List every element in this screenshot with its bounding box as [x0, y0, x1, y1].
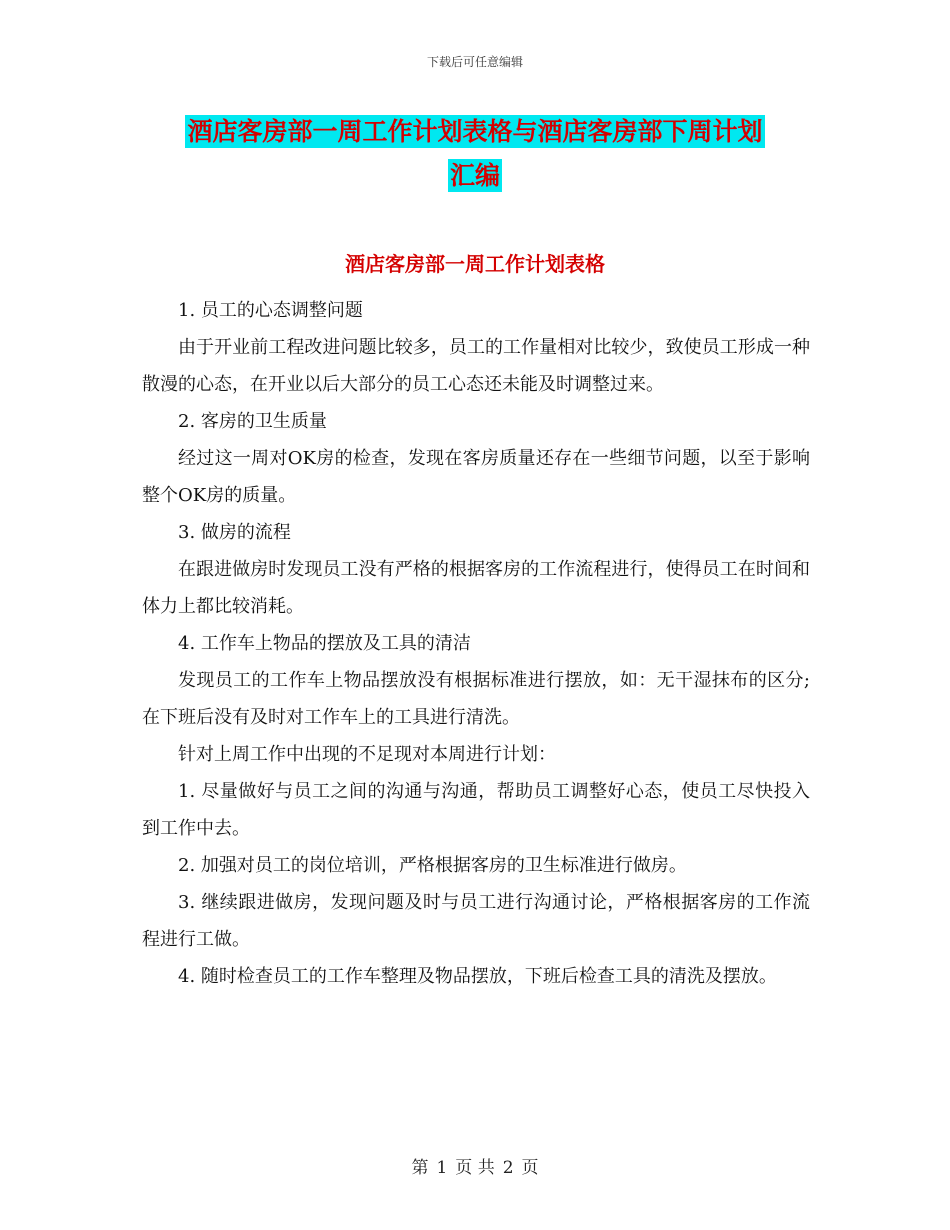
paragraph-cart: 发现员工的工作车上物品摆放没有根据标准进行摆放，如：无干湿抹布的区分;在下班后没有及时对工作车上的工具进行清洗。	[142, 670, 810, 728]
paragraph-hygiene: 经过这一周对OK房的检查，发现在客房质量还存在一些细节问题，以至于影响整个OK房的质量。	[142, 448, 810, 506]
page-mid: 页 共	[455, 1158, 495, 1178]
page-total: 2	[502, 1158, 514, 1178]
header-note: 下载后可任意编辑	[426, 55, 523, 69]
plan-intro: 针对上周工作中出现的不足现对本周进行计划：	[178, 744, 556, 765]
section-title: 酒店客房部一周工作计划表格	[345, 252, 605, 276]
plan-item-3: 3. 继续跟进做房，发现问题及时与员工进行沟通讨论，严格根据客房的工作流程进行工做。	[142, 892, 810, 950]
heading-process: 3. 做房的流程	[178, 522, 291, 543]
heading-hygiene: 2. 客房的卫生质量	[178, 411, 327, 432]
heading-cart: 4. 工作车上物品的摆放及工具的清洁	[178, 633, 471, 654]
page-suffix: 页	[521, 1158, 539, 1178]
page-prefix: 第	[411, 1158, 429, 1178]
page-current: 1	[436, 1158, 448, 1178]
plan-item-2: 2. 加强对员工的岗位培训，严格根据客房的卫生标准进行做房。	[178, 855, 687, 876]
plan-item-1: 1. 尽量做好与员工之间的沟通与沟通，帮助员工调整好心态，使员工尽快投入到工作中去。	[142, 781, 810, 839]
document-title-line-2: 汇编	[449, 161, 500, 190]
document-title-line-1: 酒店客房部一周工作计划表格与酒店客房部下周计划	[187, 117, 763, 146]
heading-mindset: 1. 员工的心态调整问题	[178, 300, 363, 321]
document-body	[142, 292, 810, 995]
paragraph-process: 在跟进做房时发现员工没有严格的根据客房的工作流程进行，使得员工在时间和体力上都比较消耗。	[142, 559, 810, 617]
plan-item-4: 4. 随时检查员工的工作车整理及物品摆放，下班后检查工具的清洗及摆放。	[178, 966, 777, 987]
document-title	[150, 110, 800, 198]
page-footer	[0, 1153, 950, 1178]
paragraph-mindset: 由于开业前工程改进问题比较多，员工的工作量相对比较少，致使员工形成一种散漫的心态，在开业以后大部分的员工心态还未能及时调整过来。	[142, 337, 810, 395]
